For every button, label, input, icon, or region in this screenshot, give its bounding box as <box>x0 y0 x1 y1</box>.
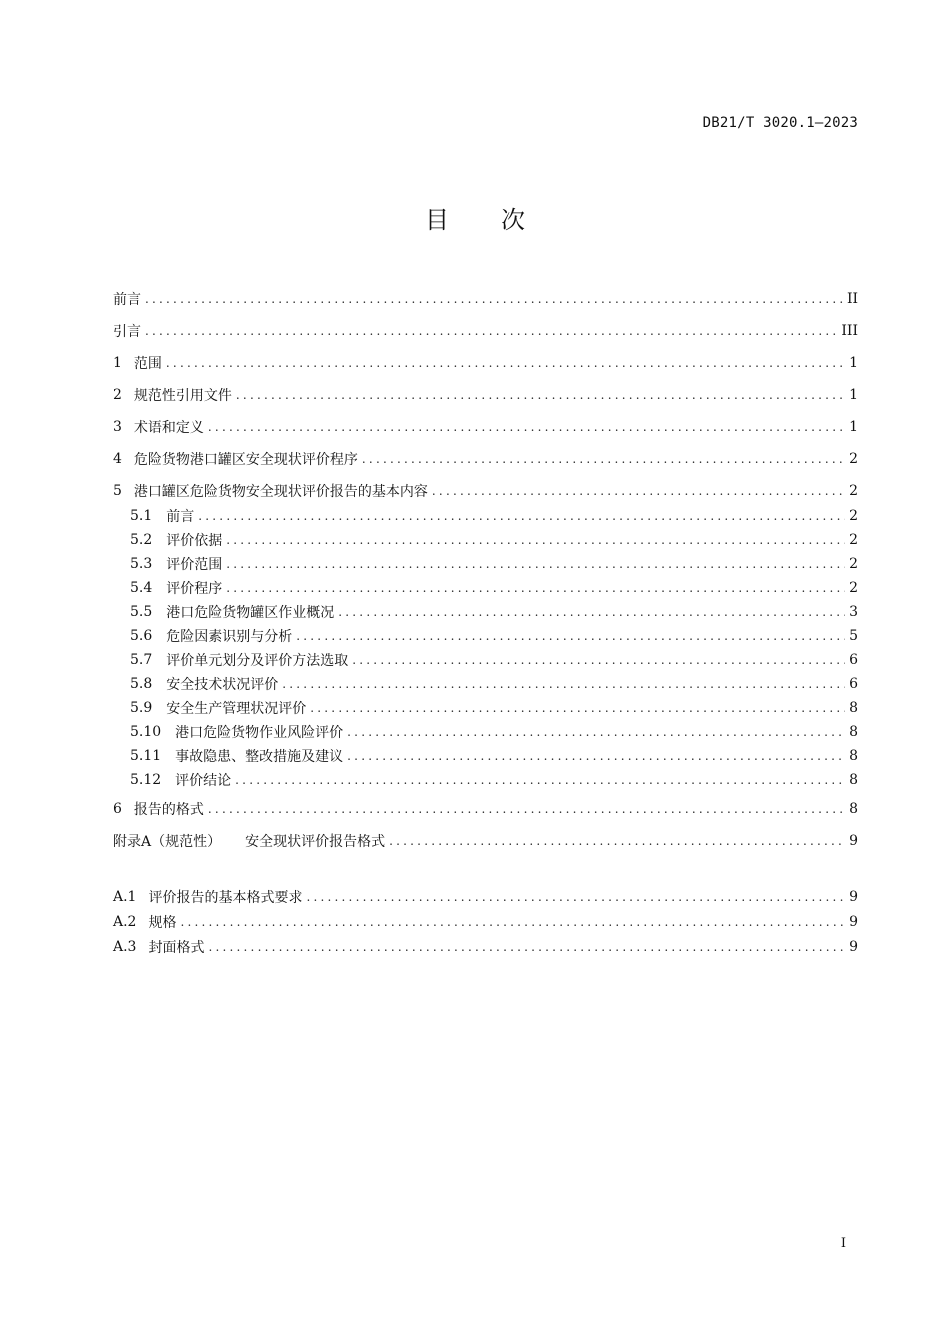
toc-entry-page: 9 <box>849 889 858 905</box>
toc-entry-number: 5.6 <box>130 628 153 644</box>
toc-entry-page: 2 <box>849 483 858 499</box>
dot-leader <box>180 915 845 929</box>
page-number: I <box>840 1236 846 1251</box>
toc-entry[interactable] <box>113 385 858 405</box>
toc-entry-title: 报告的格式 <box>133 802 204 818</box>
toc-entry-page: 8 <box>849 772 858 788</box>
dot-leader <box>338 605 845 619</box>
dot-leader <box>208 420 845 434</box>
toc-entry[interactable] <box>130 506 858 526</box>
toc-entry-page: III <box>841 323 858 339</box>
toc-entry-number: 5.9 <box>130 700 153 716</box>
toc-entry-page: 3 <box>849 604 858 620</box>
toc-entry-title: 港口罐区危险货物安全现状评价报告的基本内容 <box>133 484 428 500</box>
toc-entry[interactable] <box>130 578 858 598</box>
toc-entry-number: 5.5 <box>130 604 153 620</box>
dot-leader <box>282 677 845 691</box>
toc-entry-number: 5.10 <box>130 724 162 740</box>
toc-entry[interactable] <box>130 698 858 718</box>
dot-leader <box>145 324 837 338</box>
toc-entry-page: 8 <box>849 801 858 817</box>
toc-entry-title: 安全现状评价报告格式 <box>245 834 386 850</box>
toc-entry[interactable] <box>113 481 858 501</box>
toc-entry-page: 8 <box>849 724 858 740</box>
toc-entry-title: 规范性引用文件 <box>133 388 232 404</box>
toc-entry-page: 1 <box>849 419 858 435</box>
page-title: 目次 <box>425 206 577 234</box>
toc-entry-title: 评价单元划分及评价方法选取 <box>166 653 349 669</box>
toc-entry-page: 1 <box>849 355 858 371</box>
toc-entry-title: 封面格式 <box>148 940 205 956</box>
toc-entry[interactable] <box>113 449 858 469</box>
dot-leader <box>208 802 845 816</box>
toc-entry-title: 规格 <box>148 915 177 931</box>
toc-entry-number: 5.8 <box>130 676 153 692</box>
toc-entry-page: 6 <box>849 676 858 692</box>
toc-entry-title: 前言 <box>166 509 195 525</box>
toc-entry-number: 5 <box>113 483 122 499</box>
toc-entry[interactable] <box>130 722 858 742</box>
toc-entry[interactable] <box>113 353 858 373</box>
toc-entry-number: 5.4 <box>130 580 153 596</box>
toc-entry[interactable] <box>130 554 858 574</box>
toc-entry-page: 2 <box>849 532 858 548</box>
toc-entry[interactable] <box>130 746 858 766</box>
dot-leader <box>236 388 845 402</box>
toc-entry-page: 9 <box>849 939 858 955</box>
toc-entry-title: 安全生产管理状况评价 <box>166 701 307 717</box>
toc-entry-title: 评价程序 <box>166 581 223 597</box>
toc-entry-title: 术语和定义 <box>133 420 204 436</box>
toc-entry[interactable] <box>113 321 858 341</box>
dot-leader <box>145 292 843 306</box>
toc-entry-number: 5.11 <box>130 748 162 764</box>
dot-leader <box>432 484 845 498</box>
toc-entry-page: 2 <box>849 580 858 596</box>
toc-entry-page: 2 <box>849 451 858 467</box>
toc-entry-title: 事故隐患、整改措施及建议 <box>175 749 344 765</box>
toc-entry[interactable] <box>113 289 858 309</box>
toc-entry-title: 港口危险货物作业风险评价 <box>175 725 344 741</box>
document-code: DB21/T 3020.1—2023 <box>702 115 858 131</box>
toc-entry-title: 评价范围 <box>166 557 223 573</box>
toc-entry-page: 6 <box>849 652 858 668</box>
toc-entry-number: 附录A（规范性） <box>113 834 222 850</box>
dot-leader <box>166 356 845 370</box>
dot-leader <box>226 581 845 595</box>
toc-entry[interactable] <box>130 602 858 622</box>
toc-entry[interactable] <box>130 650 858 670</box>
toc-entry-page: 2 <box>849 556 858 572</box>
toc-entry-title: 危险货物港口罐区安全现状评价程序 <box>133 452 358 468</box>
dot-leader <box>306 890 845 904</box>
dot-leader <box>347 725 845 739</box>
toc-entry[interactable] <box>130 770 858 790</box>
toc-entry[interactable] <box>113 912 858 932</box>
toc-entry-title: 范围 <box>133 356 162 372</box>
dot-leader <box>362 452 845 466</box>
dot-leader <box>347 749 845 763</box>
toc-entry-title: 前言 <box>113 292 141 308</box>
toc-entry-title: 评价依据 <box>166 533 223 549</box>
dot-leader <box>296 629 845 643</box>
toc-entry-number: 5.7 <box>130 652 153 668</box>
toc-entry[interactable] <box>113 799 858 819</box>
dot-leader <box>352 653 845 667</box>
toc-entry-number: 3 <box>113 419 122 435</box>
toc-entry-page: 1 <box>849 387 858 403</box>
toc-entry-number: A.2 <box>113 914 137 930</box>
toc-entry-page: 9 <box>849 833 858 849</box>
toc-entry-number: 5.1 <box>130 508 153 524</box>
dot-leader <box>226 557 845 571</box>
dot-leader <box>198 509 845 523</box>
toc-entry-page: 2 <box>849 508 858 524</box>
dot-leader <box>208 940 845 954</box>
toc-entry-title: 引言 <box>113 324 141 340</box>
toc-entry[interactable] <box>130 626 858 646</box>
toc-entry-title: 危险因素识别与分析 <box>166 629 293 645</box>
toc-entry[interactable] <box>113 937 858 957</box>
dot-leader <box>310 701 845 715</box>
toc-entry-number: A.3 <box>113 939 137 955</box>
toc-entry-page: 8 <box>849 700 858 716</box>
toc-entry-number: 4 <box>113 451 122 467</box>
toc-entry-number: 6 <box>113 801 122 817</box>
toc-entry[interactable] <box>113 417 858 437</box>
toc-entry-title: 安全技术状况评价 <box>166 677 279 693</box>
dot-leader <box>226 533 845 547</box>
toc-entry-number: 5.12 <box>130 772 162 788</box>
toc-entry-number: 5.3 <box>130 556 153 572</box>
toc-entry[interactable] <box>113 831 858 851</box>
toc-entry[interactable] <box>113 887 858 907</box>
toc-entry-number: 2 <box>113 387 122 403</box>
toc-entry[interactable] <box>130 530 858 550</box>
toc-entry-page: II <box>846 291 858 307</box>
dot-leader <box>235 773 845 787</box>
toc-entry-title: 评价报告的基本格式要求 <box>148 890 303 906</box>
toc-entry[interactable] <box>130 674 858 694</box>
toc-entry-number: A.1 <box>113 889 137 905</box>
toc-entry-number: 1 <box>113 355 122 371</box>
toc-entry-page: 9 <box>849 914 858 930</box>
dot-leader <box>389 834 845 848</box>
toc-entry-page: 8 <box>849 748 858 764</box>
toc-entry-title: 港口危险货物罐区作业概况 <box>166 605 335 621</box>
toc-entry-page: 5 <box>849 628 858 644</box>
toc-entry-title: 评价结论 <box>175 773 232 789</box>
toc-entry-number: 5.2 <box>130 532 153 548</box>
